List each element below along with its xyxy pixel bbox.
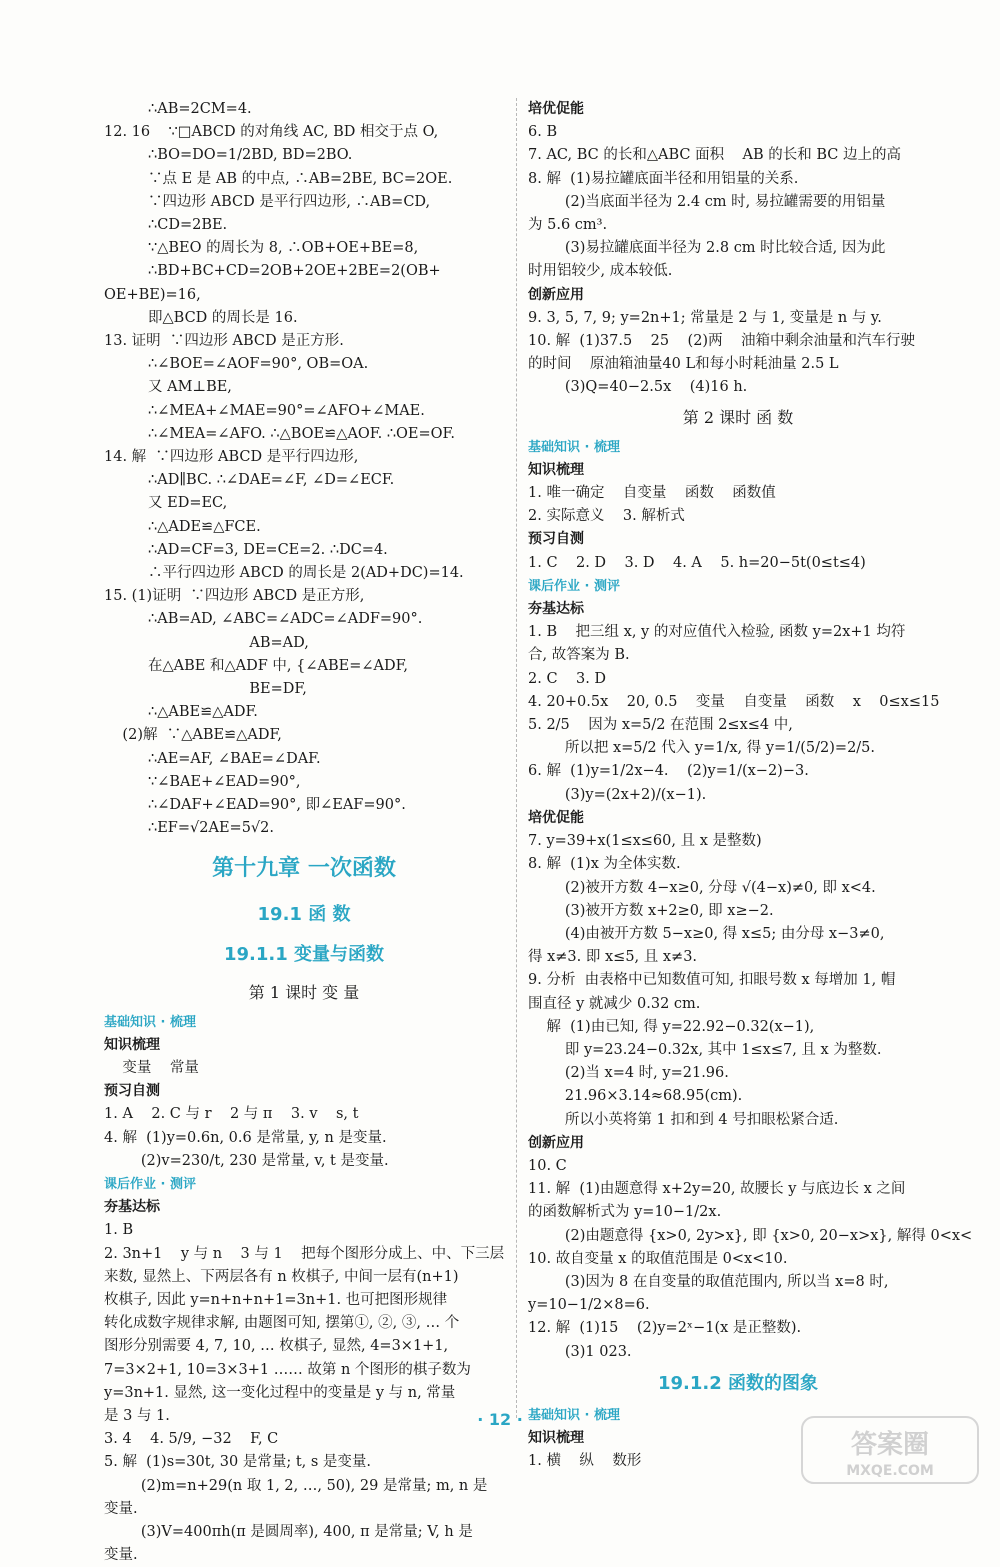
- text-line: 的时间 原油箱油量40 L和每小时耗油量 2.5 L: [528, 356, 839, 373]
- text-line: 变量 常量: [104, 1059, 199, 1076]
- text-line: 1. 横 纵 数形: [528, 1453, 642, 1470]
- text-line: ∴△ABE≌△ADF.: [148, 704, 258, 721]
- text-line: 8. 解 (1)易拉罐底面半径和用铝量的关系.: [528, 170, 799, 187]
- text-line: 14. 解 ∵四边形 ABCD 是平行四边形,: [104, 449, 359, 466]
- text-line: 即△BCD 的周长是 16.: [148, 309, 298, 326]
- text-line: 来数, 显然上、下两层各有 n 枚棋子, 中间一层有(n+1): [104, 1268, 459, 1285]
- text-line: 6. 解 (1)y=1/2x−4. (2)y=1/(x−2)−3.: [528, 763, 809, 780]
- section-title: 19.1 函 数: [257, 903, 351, 925]
- watermark-line2: MXQE.COM: [846, 1463, 934, 1479]
- text-line: ∵点 E 是 AB 的中点, ∴AB=2BE, BC=2OE.: [148, 170, 453, 187]
- subsection-heading: 知识梳理: [528, 461, 584, 478]
- text-line: 是 3 与 1.: [104, 1407, 170, 1424]
- watermark-line1: 答案圈: [850, 1430, 930, 1460]
- text-line: 10. 故自变量 x 的取值范围是 0<x<10.: [528, 1250, 788, 1267]
- text-line: 15. (1)证明 ∵四边形 ABCD 是正方形,: [104, 588, 365, 605]
- page-number: · 12 ·: [477, 1410, 523, 1429]
- subsection-heading: 预习自测: [104, 1083, 160, 1100]
- text-line: (3)被开方数 x+2≥0, 即 x≥−2.: [528, 902, 774, 919]
- text-line: ∴CD=2BE.: [148, 217, 228, 234]
- section-banner: 基础知识 · 梳理: [528, 1407, 620, 1423]
- text-line: ∴BO=DO=1/2BD, BD=2BO.: [148, 147, 353, 164]
- text-line: 2. 实际意义 3. 解析式: [528, 508, 685, 525]
- text-line: (3)V=400πh(π 是圆周率), 400, π 是常量; V, h 是: [104, 1523, 473, 1540]
- text-line: 的函数解析式为 y=10−1/2x.: [528, 1204, 722, 1221]
- right-column: [528, 98, 973, 1473]
- text-line: 在△ABE 和△ADF 中, {∠ABE=∠ADF,: [148, 657, 409, 674]
- text-line: 9. 3, 5, 7, 9; y=2n+1; 常量是 2 与 1, 变量是 n 与 y.: [528, 309, 882, 326]
- text-line: 1. 唯一确定 自变量 函数 函数值: [528, 485, 776, 502]
- text-line: ∴平行四边形 ABCD 的周长是 2(AD+DC)=14.: [148, 565, 464, 582]
- text-line: ∴∠DAF+∠EAD=90°, 即∠EAF=90°.: [148, 797, 406, 814]
- text-line: 6. B: [528, 124, 558, 141]
- text-line: 变量.: [104, 1547, 138, 1564]
- text-line: ∵△BEO 的周长为 8, ∴OB+OE+BE=8,: [148, 240, 419, 257]
- text-line: y=10−1/2×8=6.: [528, 1297, 650, 1314]
- lesson-title: 第 2 课时 函 数: [682, 407, 794, 427]
- text-line: 解 (1)由已知, 得 y=22.92−0.32(x−1),: [528, 1018, 815, 1035]
- text-line: 12. 16 ∵□ABCD 的对角线 AC, BD 相交于点 O,: [104, 124, 439, 141]
- text-line: 4. 20+0.5x 20, 0.5 变量 自变量 函数 x 0≤x≤15: [528, 693, 940, 710]
- text-line: (3)Q=40−2.5x (4)16 h.: [528, 379, 748, 396]
- text-line: 变量.: [104, 1500, 138, 1517]
- subsection-heading: 创新应用: [528, 1134, 584, 1151]
- text-line: 3. 4 4. 5/9, −32 F, C: [104, 1431, 279, 1448]
- lesson-title: 第 1 课时 变 量: [248, 982, 360, 1002]
- subsection-heading: 培优促能: [528, 809, 584, 826]
- text-line: 围直径 y 就减少 0.32 cm.: [528, 995, 701, 1012]
- text-line: (2)当底面半径为 2.4 cm 时, 易拉罐需要的用铝量: [528, 193, 886, 210]
- text-line: ∴EF=√2AE=5√2.: [148, 820, 274, 837]
- text-line: 7=3×2+1, 10=3×3+1 …… 故第 n 个图形的棋子数为: [104, 1361, 471, 1378]
- text-line: ∴AE=AF, ∠BAE=∠DAF.: [148, 750, 321, 767]
- column-divider: [516, 98, 517, 1418]
- text-line: 所以小英将第 1 扣和到 4 号扣眼松紧合适.: [528, 1111, 839, 1128]
- section-banner: 基础知识 · 梳理: [528, 439, 620, 455]
- text-line: ∵四边形 ABCD 是平行四边形, ∴AB=CD,: [148, 193, 431, 210]
- text-line: ∴△ADE≌△FCE.: [148, 518, 261, 535]
- text-line: (3)1 023.: [528, 1343, 632, 1360]
- watermark-logo: [800, 1415, 980, 1485]
- section-title: 19.1.2 函数的图象: [657, 1372, 819, 1394]
- text-line: 9. 分析 由表格中已知数值可知, 扣眼号数 x 每增加 1, 帽: [528, 972, 896, 989]
- text-line: 5. 解 (1)s=30t, 30 是常量; t, s 是变量.: [104, 1454, 372, 1471]
- chapter-title: 第十九章 一次函数: [212, 855, 396, 881]
- text-line: ∵∠BAE+∠EAD=90°,: [148, 773, 301, 790]
- text-line: 7. y=39+x(1≤x≤60, 且 x 是整数): [528, 833, 762, 850]
- text-line: 12. 解 (1)15 (2)y=2ˣ−1(x 是正整数).: [528, 1320, 802, 1337]
- text-line: 1. C 2. D 3. D 4. A 5. h=20−5t(0≤t≤4): [528, 554, 866, 571]
- text-line: (2)当 x=4 时, y=21.96.: [528, 1065, 729, 1082]
- section-banner: 基础知识 · 梳理: [104, 1014, 196, 1030]
- text-line: 1. B: [104, 1222, 134, 1239]
- text-line: 即 y=23.24−0.32x, 其中 1≤x≤7, 且 x 为整数.: [528, 1041, 882, 1058]
- text-line: 转化成数字规律求解, 由题图可知, 摆第①, ②, ③, … 个: [104, 1315, 460, 1332]
- text-line: ∴∠MEA+∠MAE=90°=∠AFO+∠MAE.: [148, 402, 425, 419]
- section-title: 19.1.1 变量与函数: [223, 943, 385, 965]
- text-line: 7. AC, BC 的长和△ABC 面积 AB 的长和 BC 边上的高: [528, 147, 901, 164]
- text-line: 1. B 把三组 x, y 的对应值代入检验, 函数 y=2x+1 均符: [528, 624, 906, 641]
- text-line: 时用铝较少, 成本较低.: [528, 263, 673, 280]
- section-banner: 课后作业 · 测评: [104, 1176, 196, 1192]
- text-line: ∴AB=2CM=4.: [148, 101, 252, 117]
- text-line: 为 5.6 cm³.: [528, 217, 608, 234]
- text-line: 1. A 2. C 与 r 2 与 π 3. v s, t: [104, 1106, 359, 1123]
- text-line: 21.96×3.14≈68.95(cm).: [528, 1088, 743, 1105]
- text-line: 2. 3n+1 y 与 n 3 与 1 把每个图形分成上、中、下三层: [104, 1245, 505, 1262]
- subsection-heading: 知识梳理: [104, 1036, 160, 1053]
- text-line: 4. 解 (1)y=0.6n, 0.6 是常量, y, n 是变量.: [104, 1129, 387, 1146]
- text-line: (2)解 ∵△ABE≌△ADF,: [104, 727, 282, 744]
- text-line: 得 x≠3. 即 x≤5, 且 x≠3.: [528, 949, 698, 966]
- text-line: (3)因为 8 在自变量的取值范围内, 所以当 x=8 时,: [528, 1273, 889, 1290]
- subsection-heading: 夯基达标: [528, 601, 584, 618]
- subsection-heading: 知识梳理: [528, 1429, 584, 1446]
- text-line: 又 AM⊥BE,: [148, 379, 232, 396]
- text-line: 图形分别需要 4, 7, 10, … 枚棋子, 显然, 4=3×1+1,: [104, 1338, 449, 1355]
- subsection-heading: 预习自测: [528, 531, 584, 548]
- text-line: 13. 证明 ∵四边形 ABCD 是正方形.: [104, 333, 344, 350]
- text-line: 10. 解 (1)37.5 25 (2)两 油箱中剩余油量和汽车行驶: [528, 333, 916, 350]
- text-line: AB=AD,: [148, 634, 309, 651]
- text-line: ∴AD=CF=3, DE=CE=2. ∴DC=4.: [148, 541, 388, 558]
- text-line: (2)由题意得 {x>0, 2y>x}, 即 {x>0, 20−x>x}, 解得 0<x<: [528, 1227, 973, 1244]
- text-line: y=3n+1. 显然, 这一变化过程中的变量是 y 与 n, 常量: [104, 1384, 456, 1401]
- text-line: (2)v=230/t, 230 是常量, v, t 是变量.: [104, 1152, 389, 1169]
- text-line: ∴∠BOE=∠AOF=90°, OB=OA.: [148, 356, 369, 373]
- text-line: 又 ED=EC,: [148, 495, 228, 512]
- text-line: (3)y=(2x+2)/(x−1).: [528, 786, 707, 803]
- text-line: 合, 故答案为 B.: [528, 647, 630, 664]
- text-line: 所以把 x=5/2 代入 y=1/x, 得 y=1/(5/2)=2/5.: [528, 740, 876, 757]
- text-line: ∴AB=AD, ∠ABC=∠ADC=∠ADF=90°.: [148, 611, 423, 628]
- subsection-heading: 培优促能: [528, 101, 584, 117]
- text-line: ∴BD+BC+CD=2OB+2OE+2BE=2(OB+: [148, 263, 441, 280]
- text-line: 2. C 3. D: [528, 670, 607, 687]
- text-line: 5. 2/5 因为 x=5/2 在范围 2≤x≤4 中,: [528, 717, 793, 734]
- text-line: ∴∠MEA=∠AFO. ∴△BOE≌△AOF. ∴OE=OF.: [148, 425, 455, 442]
- text-line: 10. C: [528, 1157, 567, 1174]
- text-line: (2)被开方数 4−x≥0, 分母 √(4−x)≠0, 即 x<4.: [528, 879, 876, 896]
- left-column: [104, 98, 504, 1567]
- subsection-heading: 创新应用: [528, 286, 584, 303]
- subsection-heading: 夯基达标: [104, 1199, 160, 1216]
- text-line: (4)由被开方数 5−x≥0, 得 x≤5; 由分母 x−3≠0,: [528, 925, 885, 942]
- text-line: OE+BE)=16,: [104, 286, 201, 303]
- text-line: (2)m=n+29(n 取 1, 2, …, 50), 29 是常量; m, n 是: [104, 1477, 488, 1494]
- text-line: ∴AD∥BC. ∴∠DAE=∠F, ∠D=∠ECF.: [148, 472, 395, 489]
- text-line: (3)易拉罐底面半径为 2.8 cm 时比较合适, 因为此: [528, 240, 886, 257]
- text-line: BE=DF,: [148, 681, 307, 698]
- text-line: 11. 解 (1)由题意得 x+2y=20, 故腰长 y 与底边长 x 之间: [528, 1181, 906, 1198]
- text-line: 枚棋子, 因此 y=n+n+n+1=3n+1. 也可把图形规律: [104, 1291, 448, 1308]
- text-line: 8. 解 (1)x 为全体实数.: [528, 856, 681, 873]
- section-banner: 课后作业 · 测评: [528, 578, 620, 594]
